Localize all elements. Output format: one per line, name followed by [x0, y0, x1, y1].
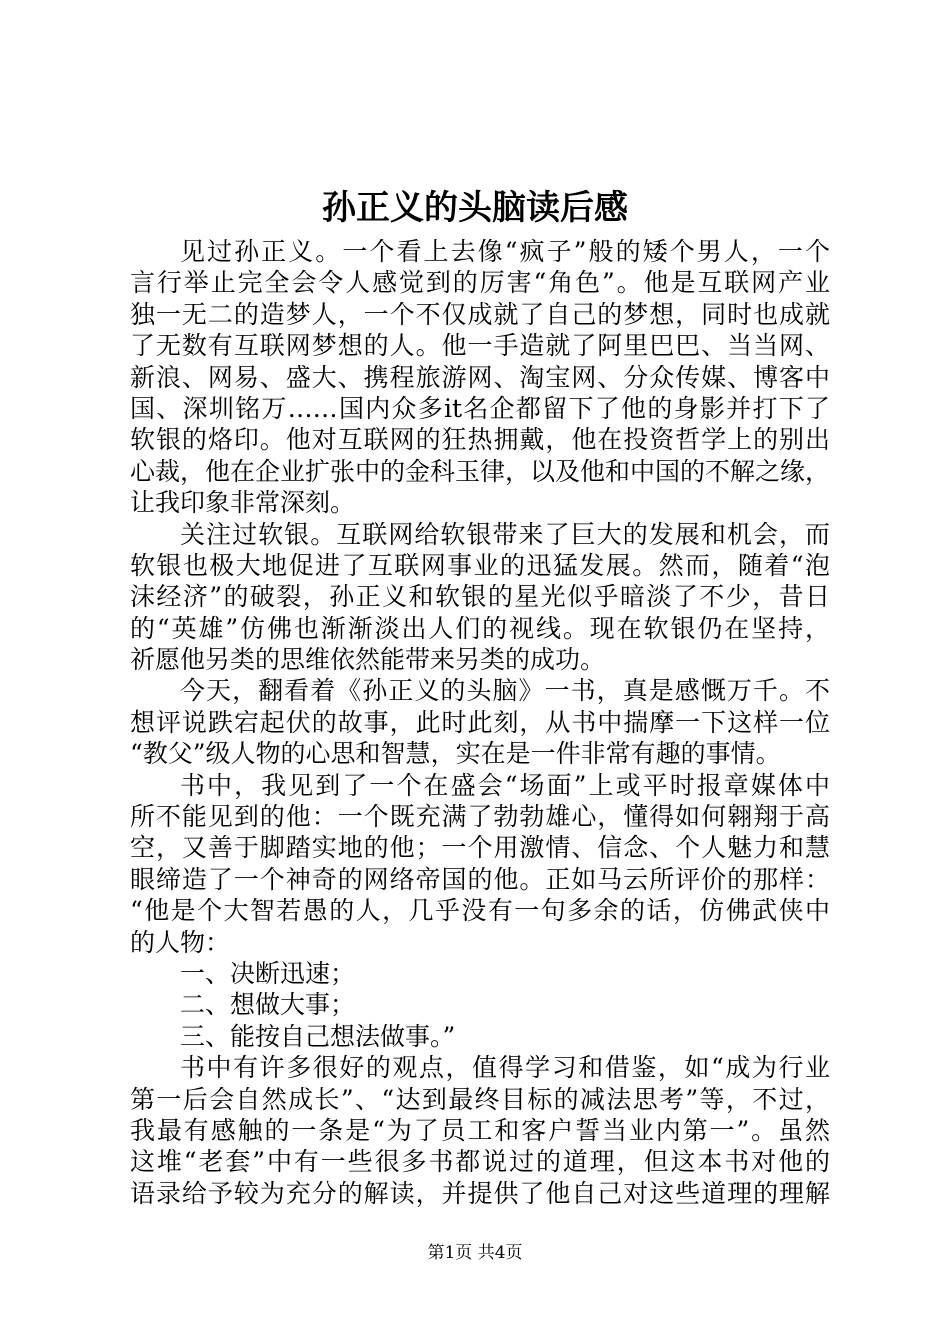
paragraph-line: 软银也极大地促进了互联网事业的迅猛发展。然而，随着“泡 [130, 550, 830, 580]
document-title: 孙正义的头脑读后感 [322, 188, 628, 228]
document-body [130, 236, 830, 1209]
paragraph [130, 1021, 830, 1052]
paragraph-line: 所不能见到的他：一个既充满了勃勃雄心，懂得如何翱翔于高 [130, 802, 830, 832]
paragraph-line: 言行举止完全会令人感觉到的厉害“角色”。他是互联网产业 [130, 268, 830, 298]
paragraph-line: 这堆“老套”中有一些很多书都说过的道理，但这本书对他的 [130, 1147, 830, 1177]
paragraph-line: “教父”级人物的心思和智慧，实在是一件非常有趣的事情。 [130, 739, 781, 769]
paragraph [130, 770, 830, 958]
paragraph [130, 989, 830, 1020]
paragraph-line: 见过孙正义。一个看上去像“疯子”般的矮个男人，一个 [180, 237, 830, 266]
paragraph-line: 关注过软银。互联网给软银带来了巨大的发展和机会，而 [180, 519, 830, 549]
paragraph-line: 我最有感触的一条是“为了员工和客户誓当业内第一”。虽然 [130, 1115, 830, 1145]
paragraph-line: 书中，我见到了一个在盛会“场面”上或平时报章媒体中 [180, 770, 830, 800]
paragraph [130, 675, 830, 769]
paragraph-line: 软银的烙印。他对互联网的狂热拥戴，他在投资哲学上的别出 [130, 425, 830, 455]
paragraph [130, 519, 830, 676]
paragraph-line: 祈愿他另类的思维依然能带来另类的成功。 [130, 645, 606, 675]
paragraph [130, 1052, 830, 1209]
paragraph-line: 心裁，他在企业扩张中的金科玉律，以及他和中国的不解之缘， [130, 456, 831, 486]
paragraph-line: 的人物： [130, 927, 231, 957]
paragraph-line: 了无数有互联网梦想的人。他一手造就了阿里巴巴、当当网、 [130, 331, 830, 361]
page-footer: 第1页 共4页 [427, 1243, 523, 1263]
paragraph-line: 第一后会自然成长”、“达到最终目标的减法思考”等，不过， [130, 1084, 830, 1114]
paragraph-line: 三、能按自己想法做事。” [180, 1021, 456, 1051]
paragraph-line: 想评说跌宕起伏的故事，此时此刻，从书中揣摩一下这样一位 [130, 707, 830, 737]
paragraph-line: 国、深圳铭万……国内众多it名企都留下了他的身影并打下了 [130, 393, 830, 423]
paragraph-line: 空，又善于脚踏实地的他；一个用激情、信念、个人魅力和慧 [130, 833, 830, 863]
paragraph [130, 958, 830, 989]
paragraph-line: 一、决断迅速； [180, 958, 356, 988]
paragraph-line: 新浪、网易、盛大、携程旅游网、淘宝网、分众传媒、博客中 [130, 362, 830, 392]
paragraph-line: 书中有许多很好的观点，值得学习和借鉴，如“成为行业 [180, 1053, 830, 1083]
paragraph-line: 语录给予较为充分的解读，并提供了他自己对这些道理的理解 [130, 1178, 830, 1208]
paragraph-line: 眼缔造了一个神奇的网络帝国的他。正如马云所评价的那样： [130, 864, 830, 894]
paragraph-line: “他是个大智若愚的人，几乎没有一句多余的话，仿佛武侠中 [130, 896, 830, 926]
paragraph-line: 让我印象非常深刻。 [130, 488, 356, 518]
paragraph-line: 今天，翻看着《孙正义的头脑》一书，真是感慨万千。不 [180, 676, 830, 706]
paragraph-line: 沫经济”的破裂，孙正义和软银的星光似乎暗淡了不少，昔日 [130, 582, 830, 612]
paragraph-line: 独一无二的造梦人，一个不仅成就了自己的梦想，同时也成就 [130, 299, 830, 329]
paragraph [130, 236, 830, 519]
paragraph-line: 二、想做大事； [180, 990, 356, 1020]
paragraph-line: 的“英雄”仿佛也渐渐淡出人们的视线。现在软银仍在坚持， [130, 613, 830, 643]
